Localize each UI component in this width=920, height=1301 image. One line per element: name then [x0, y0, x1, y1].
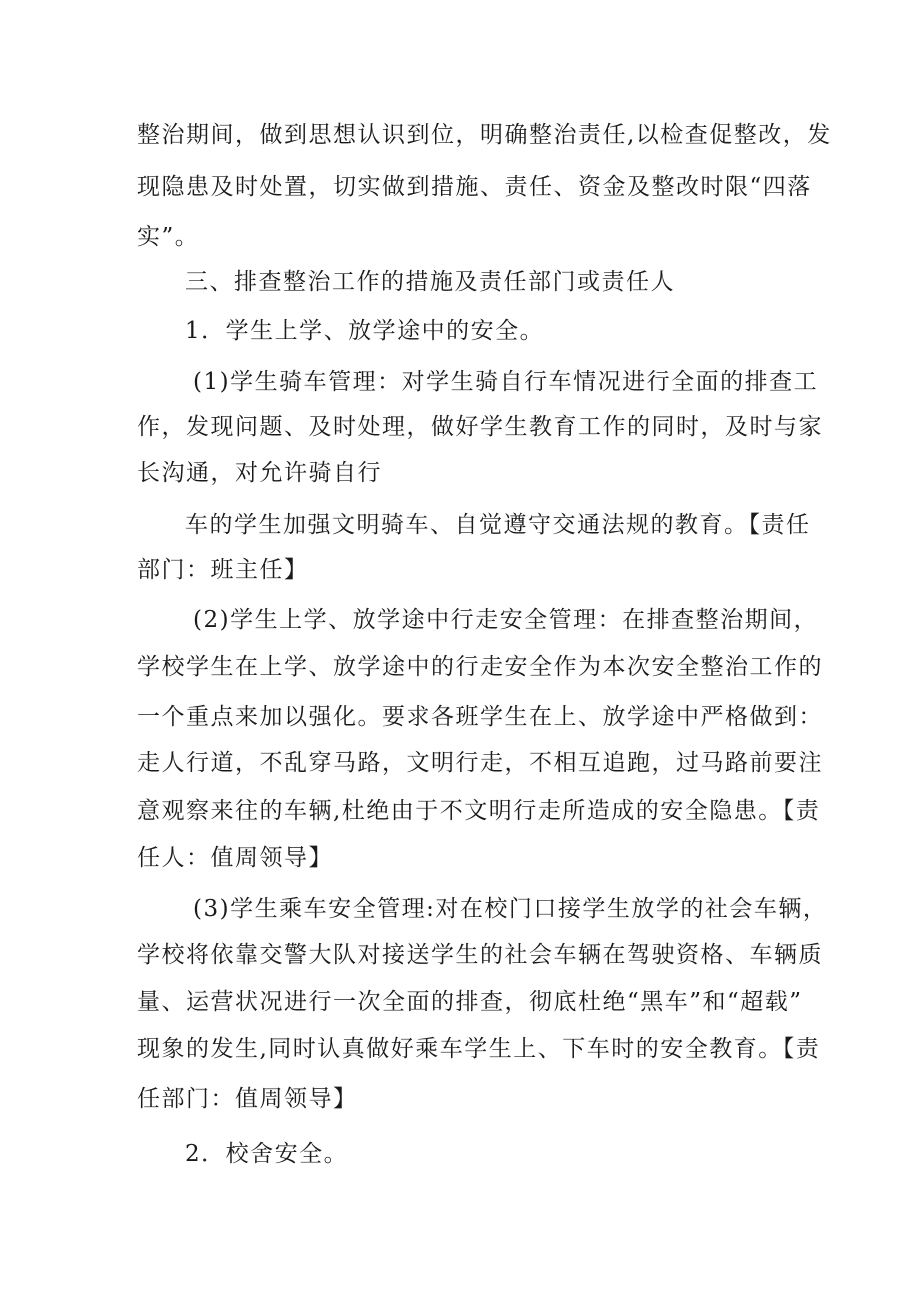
paragraph-line: 学校学生在上学、放学途中的行走安全作为本次安全整治工作的 — [137, 654, 823, 680]
section-heading: 三、排查整治工作的措施及责任部门或责任人 — [185, 269, 675, 295]
paragraph-line: 车的学生加强文明骑车、自觉遵守交通法规的教育。【责任 — [185, 512, 811, 538]
paragraph-line: 实”。 — [137, 224, 200, 250]
paragraph-line: 任人：值周领导】 — [137, 845, 333, 871]
paragraph-line: 任部门：值周领导】 — [137, 1086, 358, 1112]
paragraph-line: 意观察来往的车辆,杜绝由于不文明行走所造成的安全隐患。【责 — [137, 798, 821, 824]
paragraph-line: 现隐患及时处置，切实做到措施、责任、资金及整改时限“四落 — [137, 174, 812, 200]
paragraph-line: 量、运营状况进行一次全面的排查，彻底杜绝“黑车”和“超载” — [137, 989, 803, 1015]
paragraph-line: 走人行道，不乱穿马路，文明行走，不相互追跑，过马路前要注 — [137, 750, 823, 776]
paragraph-line: (3)学生乘车安全管理:对在校门口接学生放学的社会车辆， — [193, 896, 828, 922]
paragraph-line: 现象的发生,同时认真做好乘车学生上、下车时的安全教育。【责 — [137, 1036, 821, 1062]
paragraph-line: 作，发现问题、及时处理，做好学生教育工作的同时，及时与家 — [137, 414, 823, 440]
paragraph-line: 长沟通，对允许骑自行 — [137, 460, 382, 486]
paragraph-line: 学校将依靠交警大队对接送学生的社会车辆在驾驶资格、车辆质 — [137, 942, 823, 968]
list-item-heading: 1．学生上学、放学途中的安全。 — [185, 318, 545, 344]
paragraph-line: 一个重点来加以强化。要求各班学生在上、放学途中严格做到： — [137, 704, 823, 730]
paragraph-line: 整治期间，做到思想认识到位，明确整治责任,以检查促整改，发 — [137, 122, 832, 148]
paragraph-line: 部门：班主任】 — [137, 557, 309, 583]
paragraph-line: (2)学生上学、放学途中行走安全管理：在排查整治期间， — [193, 607, 819, 633]
paragraph-line: (1)学生骑车管理：对学生骑自行车情况进行全面的排查工 — [193, 369, 819, 395]
list-item-heading: 2．校舍安全。 — [185, 1141, 349, 1167]
